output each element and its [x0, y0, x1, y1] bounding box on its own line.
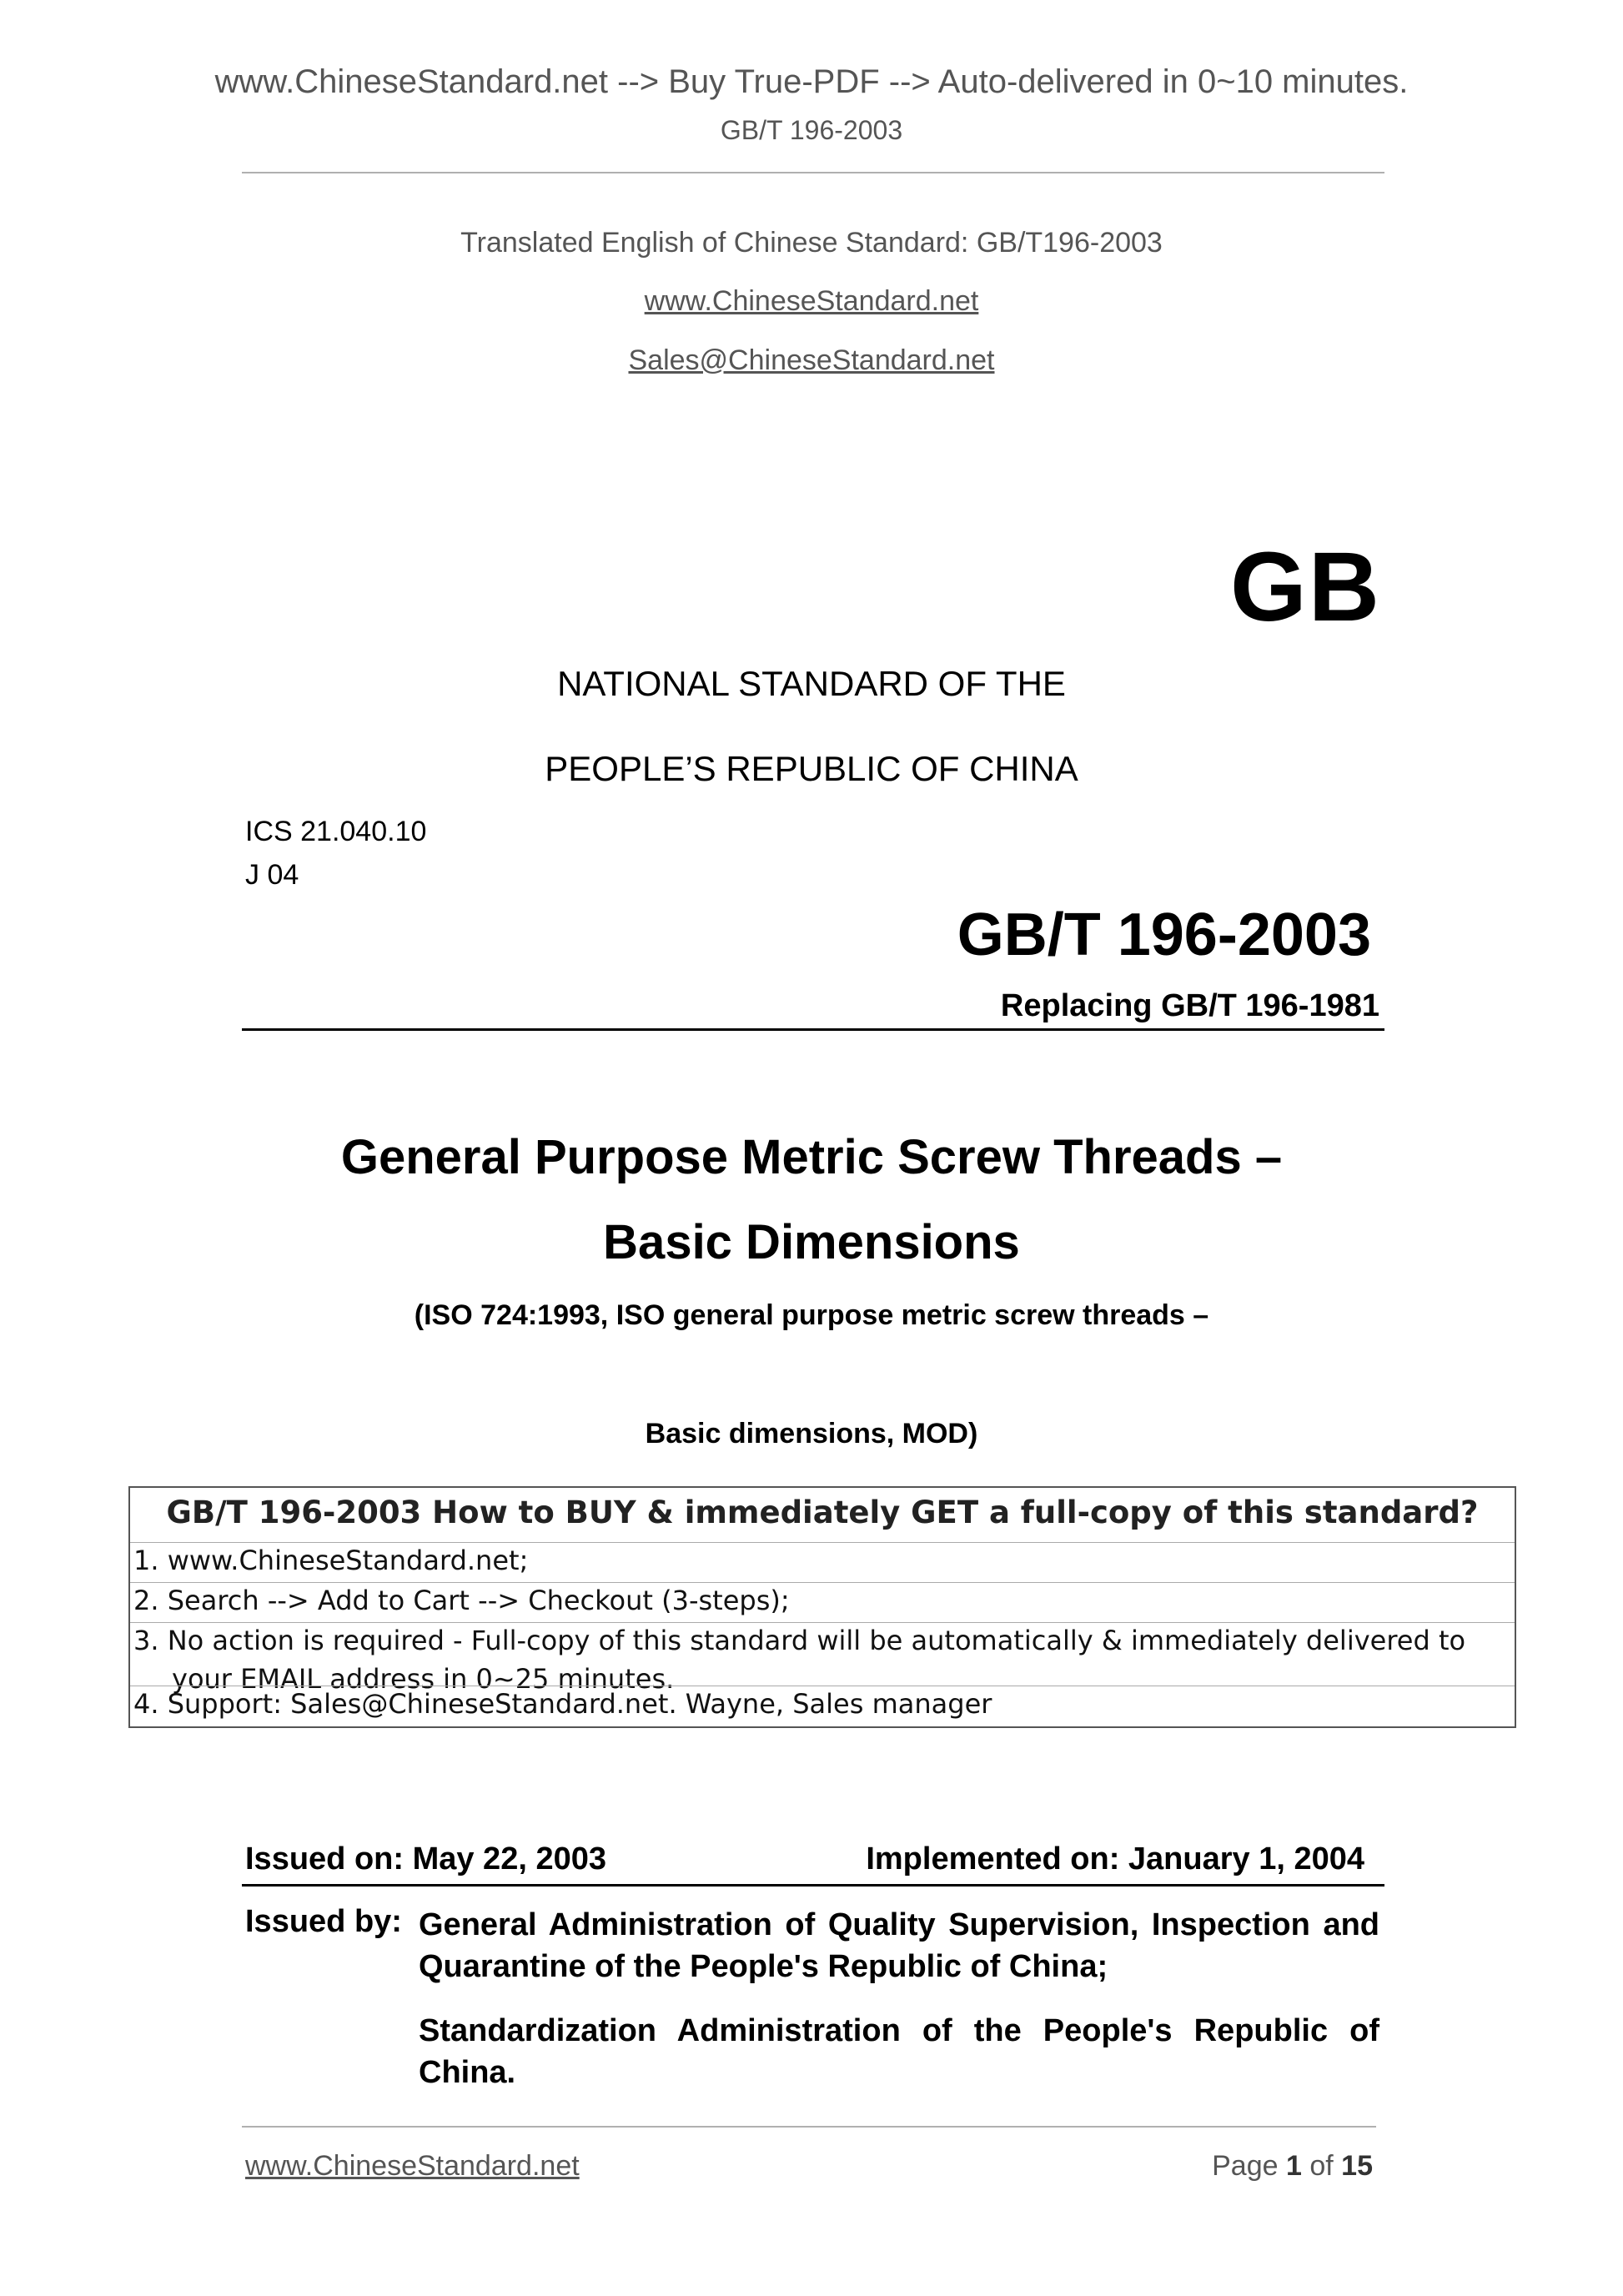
- issuer-aqsiq: General Administration of Quality Supervision, Inspection and Quarantine of the People's Republic of China;: [419, 1907, 1379, 1984]
- purchase-step-3-continued: your EMAIL address in 0~25 minutes.: [172, 1663, 675, 1695]
- top-banner: www.ChineseStandard.net --> Buy True-PDF --> Auto-delivered in 0~10 minutes.: [214, 63, 1409, 100]
- national-standard-line1: NATIONAL STANDARD OF THE: [557, 664, 1066, 703]
- replacing-note: Replacing GB/T 196-1981: [1000, 988, 1379, 1023]
- ccs-code: J 04: [245, 859, 299, 891]
- website-link-wrap: [0, 285, 1623, 318]
- issuer-sac: Standardization Administration of the People's Republic of China.: [419, 2013, 1379, 2090]
- ics-code: ICS 21.040.10: [245, 816, 427, 847]
- box-row-divider: [130, 1582, 1515, 1583]
- sales-email-link-wrap: [0, 344, 1623, 377]
- footer-website-link-wrap: [245, 2150, 580, 2183]
- issue-divider: [242, 1884, 1384, 1887]
- page-indicator: [1212, 2150, 1373, 2183]
- gb-mark: GB: [1230, 532, 1381, 642]
- header-divider: [242, 172, 1384, 173]
- implemented-on-date: Implemented on: January 1, 2004: [866, 1841, 1364, 1876]
- purchase-step-2: 2. Search --> Add to Cart --> Checkout (3-steps);: [133, 1585, 790, 1616]
- issued-on-date: Issued on: May 22, 2003: [245, 1841, 606, 1876]
- iso-reference-line1: (ISO 724:1993, ISO general purpose metric screw threads –: [414, 1299, 1209, 1331]
- iso-reference-line2: Basic dimensions, MOD): [645, 1418, 978, 1449]
- purchase-step-3: 3. No action is required - Full-copy of this standard will be automatically & immediately delivered to: [133, 1625, 1466, 1656]
- issued-by-label: Issued by:: [245, 1904, 402, 1939]
- page-total: 15: [1341, 2150, 1373, 2182]
- standard-divider: [242, 1028, 1384, 1031]
- page-number: 1: [1285, 2150, 1302, 2182]
- footer-website-link[interactable]: www.ChineseStandard.net: [245, 2150, 580, 2182]
- document-title-line2: Basic Dimensions: [603, 1215, 1020, 1269]
- header-standard-code: GB/T 196-2003: [720, 115, 903, 145]
- translated-notice: Translated English of Chinese Standard: GB/T196-2003: [460, 227, 1163, 259]
- purchase-step-1: 1. www.ChineseStandard.net;: [133, 1545, 529, 1576]
- sales-email-link[interactable]: Sales@ChineseStandard.net: [628, 344, 995, 376]
- purchase-info-box: [128, 1486, 1516, 1728]
- website-link[interactable]: www.ChineseStandard.net: [644, 285, 979, 317]
- document-title-line1: General Purpose Metric Screw Threads –: [340, 1130, 1283, 1184]
- footer-divider: [242, 2126, 1376, 2128]
- purchase-box-title: GB/T 196-2003 How to BUY & immediately GET a full-copy of this standard?: [166, 1495, 1479, 1530]
- purchase-step-4: 4. Support: Sales@ChineseStandard.net. Wayne, Sales manager: [133, 1688, 992, 1720]
- box-row-divider: [130, 1542, 1515, 1543]
- standard-number: GB/T 196-2003: [957, 902, 1371, 968]
- page-of-label: of: [1309, 2150, 1334, 2182]
- page-label: Page: [1212, 2150, 1279, 2182]
- national-standard-line2: PEOPLE’S REPUBLIC OF CHINA: [545, 749, 1078, 788]
- box-row-divider: [130, 1622, 1515, 1623]
